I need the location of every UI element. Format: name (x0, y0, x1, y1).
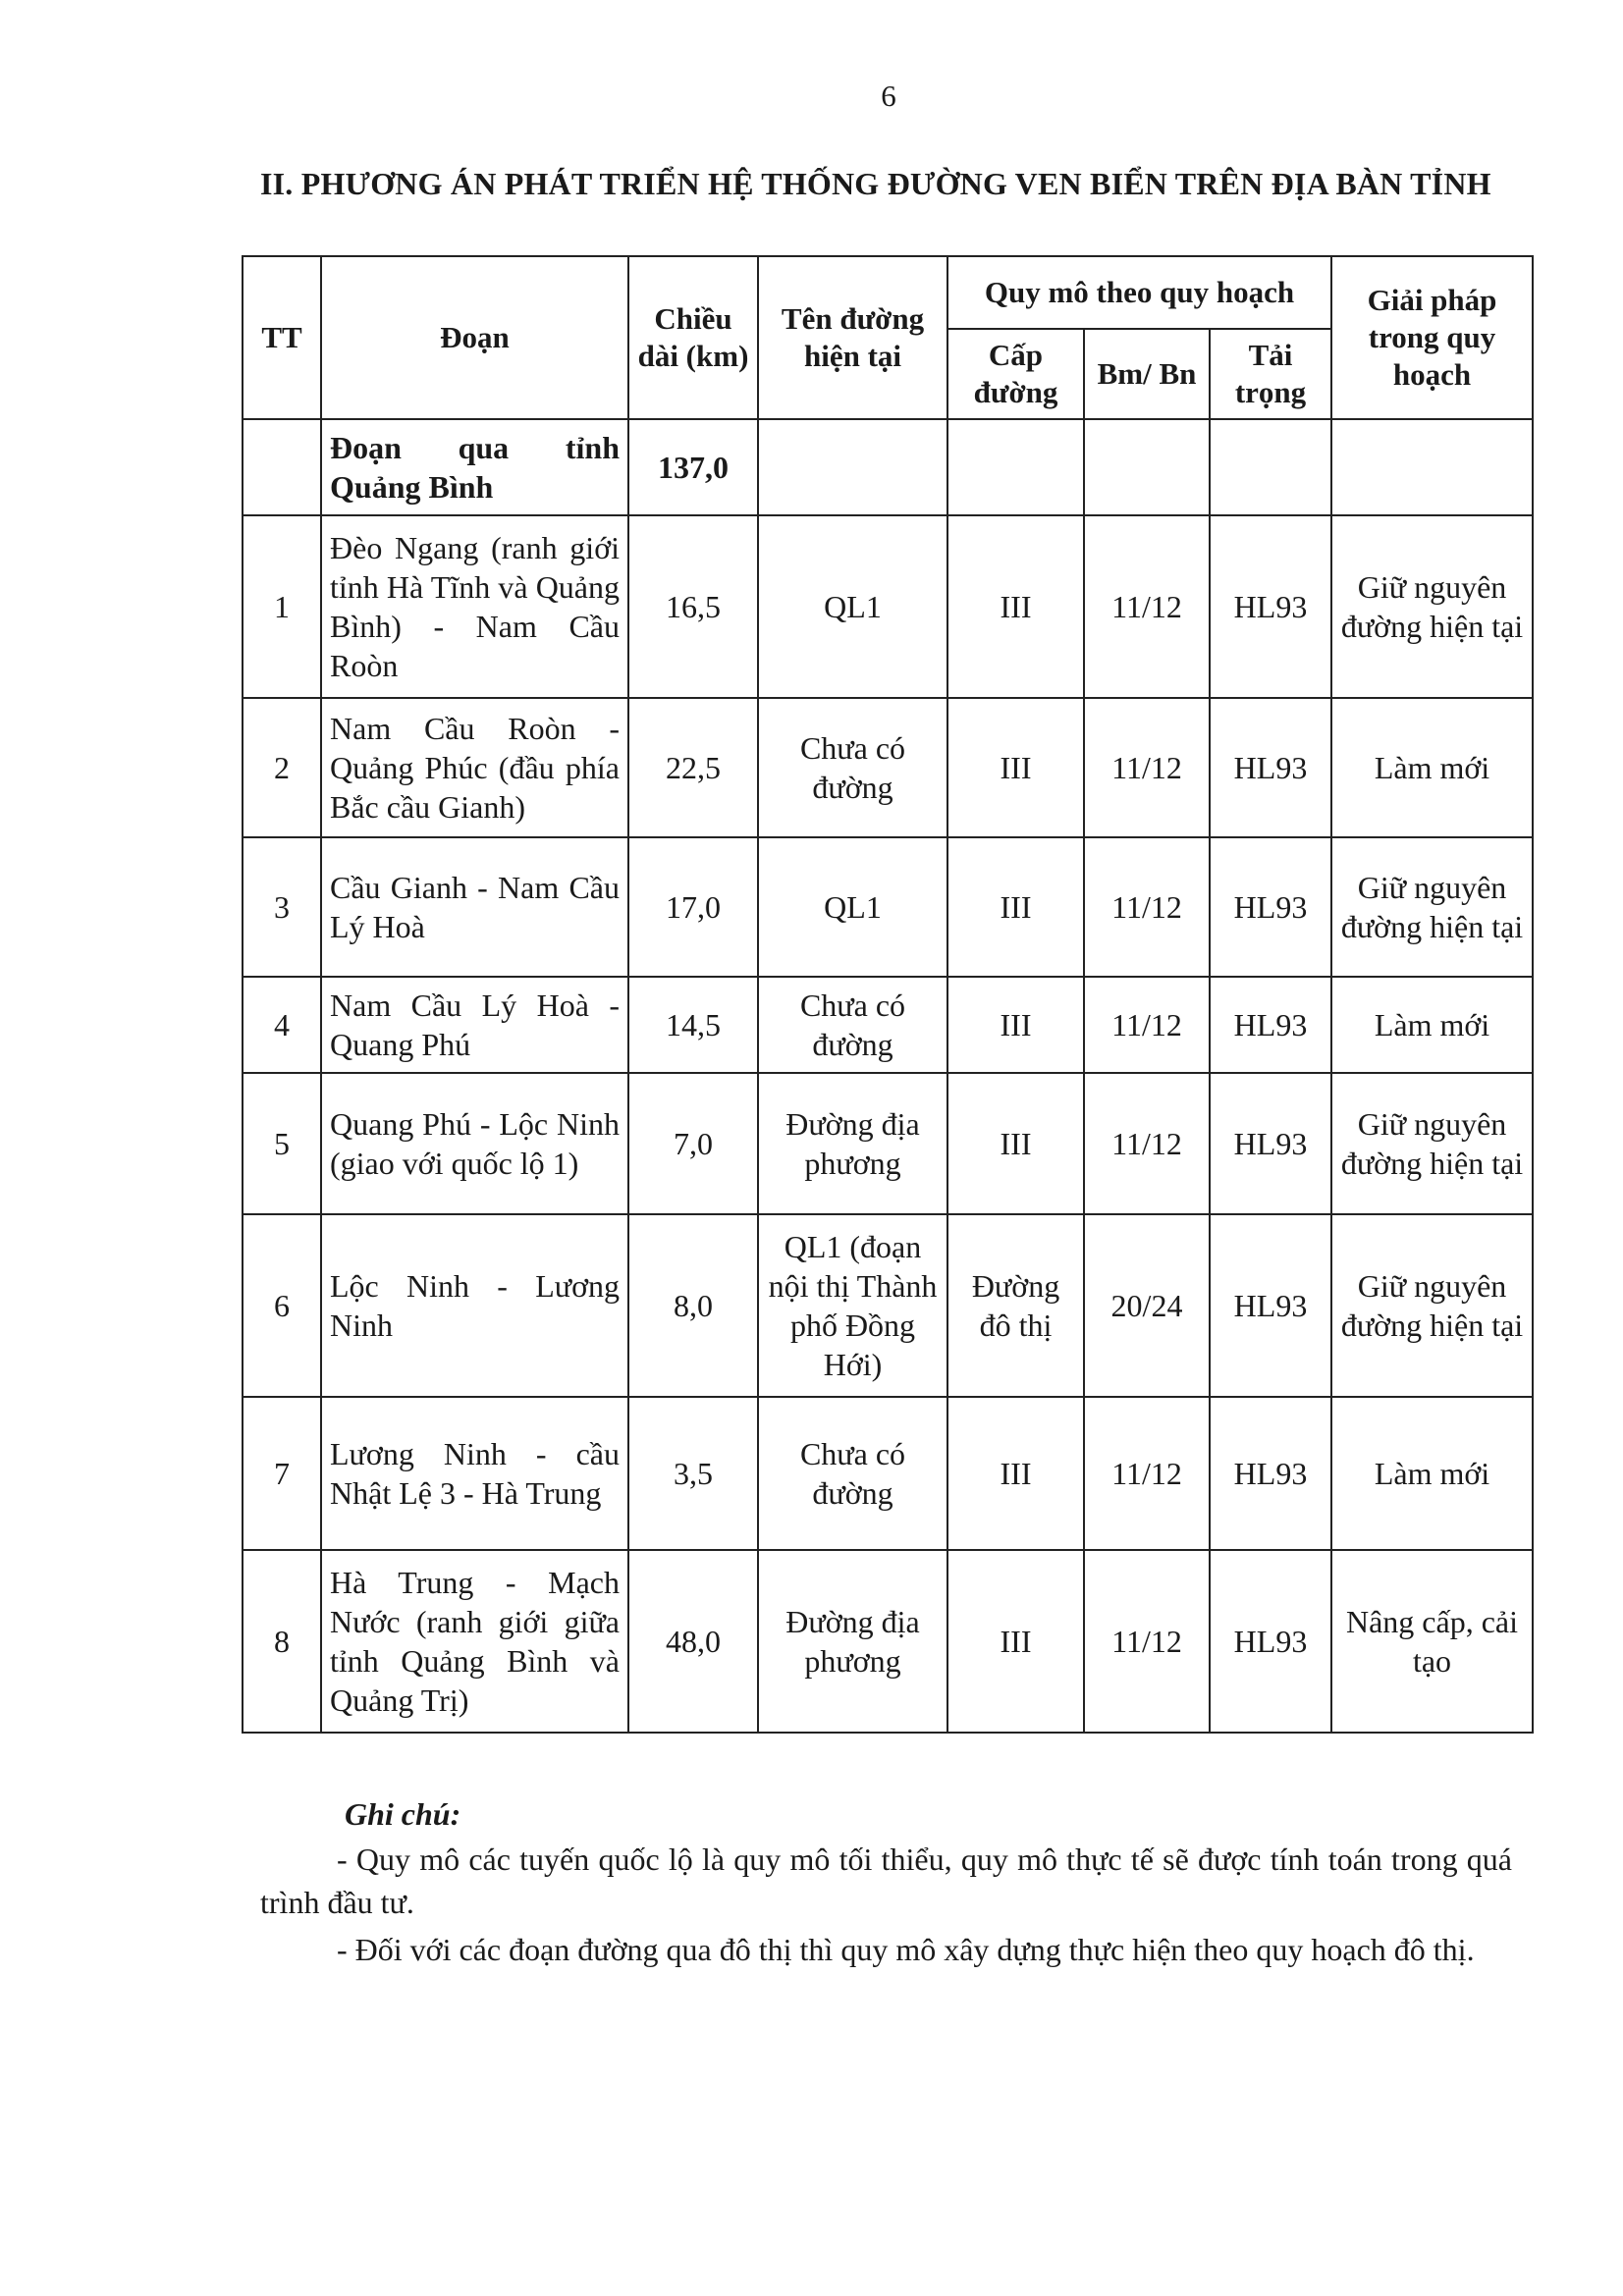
row-cap-duong: III (947, 837, 1084, 977)
row-tt: 3 (243, 837, 321, 977)
row-bm-bn: 20/24 (1084, 1214, 1210, 1397)
row-bm-bn: 11/12 (1084, 1397, 1210, 1550)
row-cap-duong: III (947, 1397, 1084, 1550)
header-quy-mo: Quy mô theo quy hoạch (947, 256, 1331, 329)
row-tai-trong: HL93 (1210, 1550, 1331, 1733)
row-chieu-dai: 14,5 (628, 977, 758, 1073)
table-row (243, 977, 1533, 1073)
row-doan: Lương Ninh - cầu Nhật Lệ 3 - Hà Trung (321, 1397, 628, 1550)
header-tt: TT (243, 256, 321, 419)
row-chieu-dai: 48,0 (628, 1550, 758, 1733)
row-doan: Đèo Ngang (ranh giới tỉnh Hà Tĩnh và Quảng Bình) - Nam Cầu Roòn (321, 515, 628, 698)
row-tt: 8 (243, 1550, 321, 1733)
section-title: II. PHƯƠNG ÁN PHÁT TRIỂN HỆ THỐNG ĐƯỜNG VEN BIỂN TRÊN ĐỊA BÀN TỈNH (260, 166, 1491, 201)
summary-empty-cell (1084, 419, 1210, 515)
header-doan: Đoạn (321, 256, 628, 419)
row-doan: Nam Cầu Lý Hoà - Quang Phú (321, 977, 628, 1073)
header-giai-phap: Giải pháp trong quy hoạch (1331, 256, 1533, 419)
row-giai-phap: Giữ nguyên đường hiện tại (1331, 837, 1533, 977)
row-giai-phap: Giữ nguyên đường hiện tại (1331, 1214, 1533, 1397)
row-cap-duong: Đường đô thị (947, 1214, 1084, 1397)
row-ten-duong: QL1 (758, 837, 947, 977)
row-doan: Lộc Ninh - Lương Ninh (321, 1214, 628, 1397)
header-row-top (243, 256, 1533, 329)
row-cap-duong: III (947, 977, 1084, 1073)
row-tt: 6 (243, 1214, 321, 1397)
row-bm-bn: 11/12 (1084, 698, 1210, 837)
table-row (243, 698, 1533, 837)
row-giai-phap: Làm mới (1331, 977, 1533, 1073)
table-row (243, 837, 1533, 977)
row-cap-duong: III (947, 1550, 1084, 1733)
row-bm-bn: 11/12 (1084, 515, 1210, 698)
header-cap-duong: Cấp đường (947, 329, 1084, 419)
row-giai-phap: Nâng cấp, cải tạo (1331, 1550, 1533, 1733)
header-bm-bn: Bm/ Bn (1084, 329, 1210, 419)
row-tai-trong: HL93 (1210, 1397, 1331, 1550)
note-item: - Đối với các đoạn đường qua đô thị thì quy mô xây dựng thực hiện theo quy hoạch đô thị. (337, 1932, 1475, 1967)
summary-empty-cell (947, 419, 1084, 515)
row-tai-trong: HL93 (1210, 698, 1331, 837)
table-row (243, 1214, 1533, 1397)
row-doan: Cầu Gianh - Nam Cầu Lý Hoà (321, 837, 628, 977)
row-chieu-dai: 8,0 (628, 1214, 758, 1397)
row-chieu-dai: 22,5 (628, 698, 758, 837)
row-chieu-dai: 17,0 (628, 837, 758, 977)
table-row (243, 1397, 1533, 1550)
row-chieu-dai: 7,0 (628, 1073, 758, 1214)
row-giai-phap: Làm mới (1331, 1397, 1533, 1550)
summary-chieu-dai: 137,0 (628, 419, 758, 515)
row-doan: Nam Cầu Roòn - Quảng Phúc (đầu phía Bắc cầu Gianh) (321, 698, 628, 837)
row-ten-duong: Đường địa phương (758, 1550, 947, 1733)
page-number: 6 (881, 79, 896, 113)
row-tt: 5 (243, 1073, 321, 1214)
row-tai-trong: HL93 (1210, 515, 1331, 698)
row-ten-duong: QL1 (758, 515, 947, 698)
summary-empty-cell (1331, 419, 1533, 515)
row-cap-duong: III (947, 515, 1084, 698)
row-tt: 7 (243, 1397, 321, 1550)
row-ten-duong: Chưa có đường (758, 1397, 947, 1550)
row-giai-phap: Giữ nguyên đường hiện tại (1331, 1073, 1533, 1214)
header-tai-trong: Tải trọng (1210, 329, 1331, 419)
row-ten-duong: Chưa có đường (758, 698, 947, 837)
note-item: - Quy mô các tuyến quốc lộ là quy mô tối thiểu, quy mô thực tế sẽ được tính toán trong quá trình đầu tư. (260, 1842, 1512, 1920)
row-ten-duong: Đường địa phương (758, 1073, 947, 1214)
row-tt: 1 (243, 515, 321, 698)
row-ten-duong: Chưa có đường (758, 977, 947, 1073)
coastal-road-plan-table (242, 255, 1534, 1734)
row-tai-trong: HL93 (1210, 1214, 1331, 1397)
row-tai-trong: HL93 (1210, 837, 1331, 977)
summary-tt (243, 419, 321, 515)
table-row (243, 515, 1533, 698)
table-row (243, 1073, 1533, 1214)
row-doan: Hà Trung - Mạch Nước (ranh giới giữa tỉnh Quảng Bình và Quảng Trị) (321, 1550, 628, 1733)
summary-empty-cell (1210, 419, 1331, 515)
row-tai-trong: HL93 (1210, 977, 1331, 1073)
row-doan: Quang Phú - Lộc Ninh (giao với quốc lộ 1) (321, 1073, 628, 1214)
row-bm-bn: 11/12 (1084, 977, 1210, 1073)
row-cap-duong: III (947, 1073, 1084, 1214)
row-bm-bn: 11/12 (1084, 1073, 1210, 1214)
row-chieu-dai: 3,5 (628, 1397, 758, 1550)
table-row (243, 1550, 1533, 1733)
row-cap-duong: III (947, 698, 1084, 837)
row-tt: 4 (243, 977, 321, 1073)
summary-row (243, 419, 1533, 515)
row-chieu-dai: 16,5 (628, 515, 758, 698)
header-chieu-dai: Chiều dài (km) (628, 256, 758, 419)
notes-heading: Ghi chú: (345, 1796, 461, 1832)
summary-doan: Đoạn qua tỉnh Quảng Bình (321, 419, 628, 515)
row-ten-duong: QL1 (đoạn nội thị Thành phố Đồng Hới) (758, 1214, 947, 1397)
summary-empty-cell (758, 419, 947, 515)
row-tai-trong: HL93 (1210, 1073, 1331, 1214)
notes-section (260, 1792, 1512, 1975)
row-bm-bn: 11/12 (1084, 1550, 1210, 1733)
row-tt: 2 (243, 698, 321, 837)
row-bm-bn: 11/12 (1084, 837, 1210, 977)
row-giai-phap: Làm mới (1331, 698, 1533, 837)
row-giai-phap: Giữ nguyên đường hiện tại (1331, 515, 1533, 698)
header-ten-duong: Tên đường hiện tại (758, 256, 947, 419)
